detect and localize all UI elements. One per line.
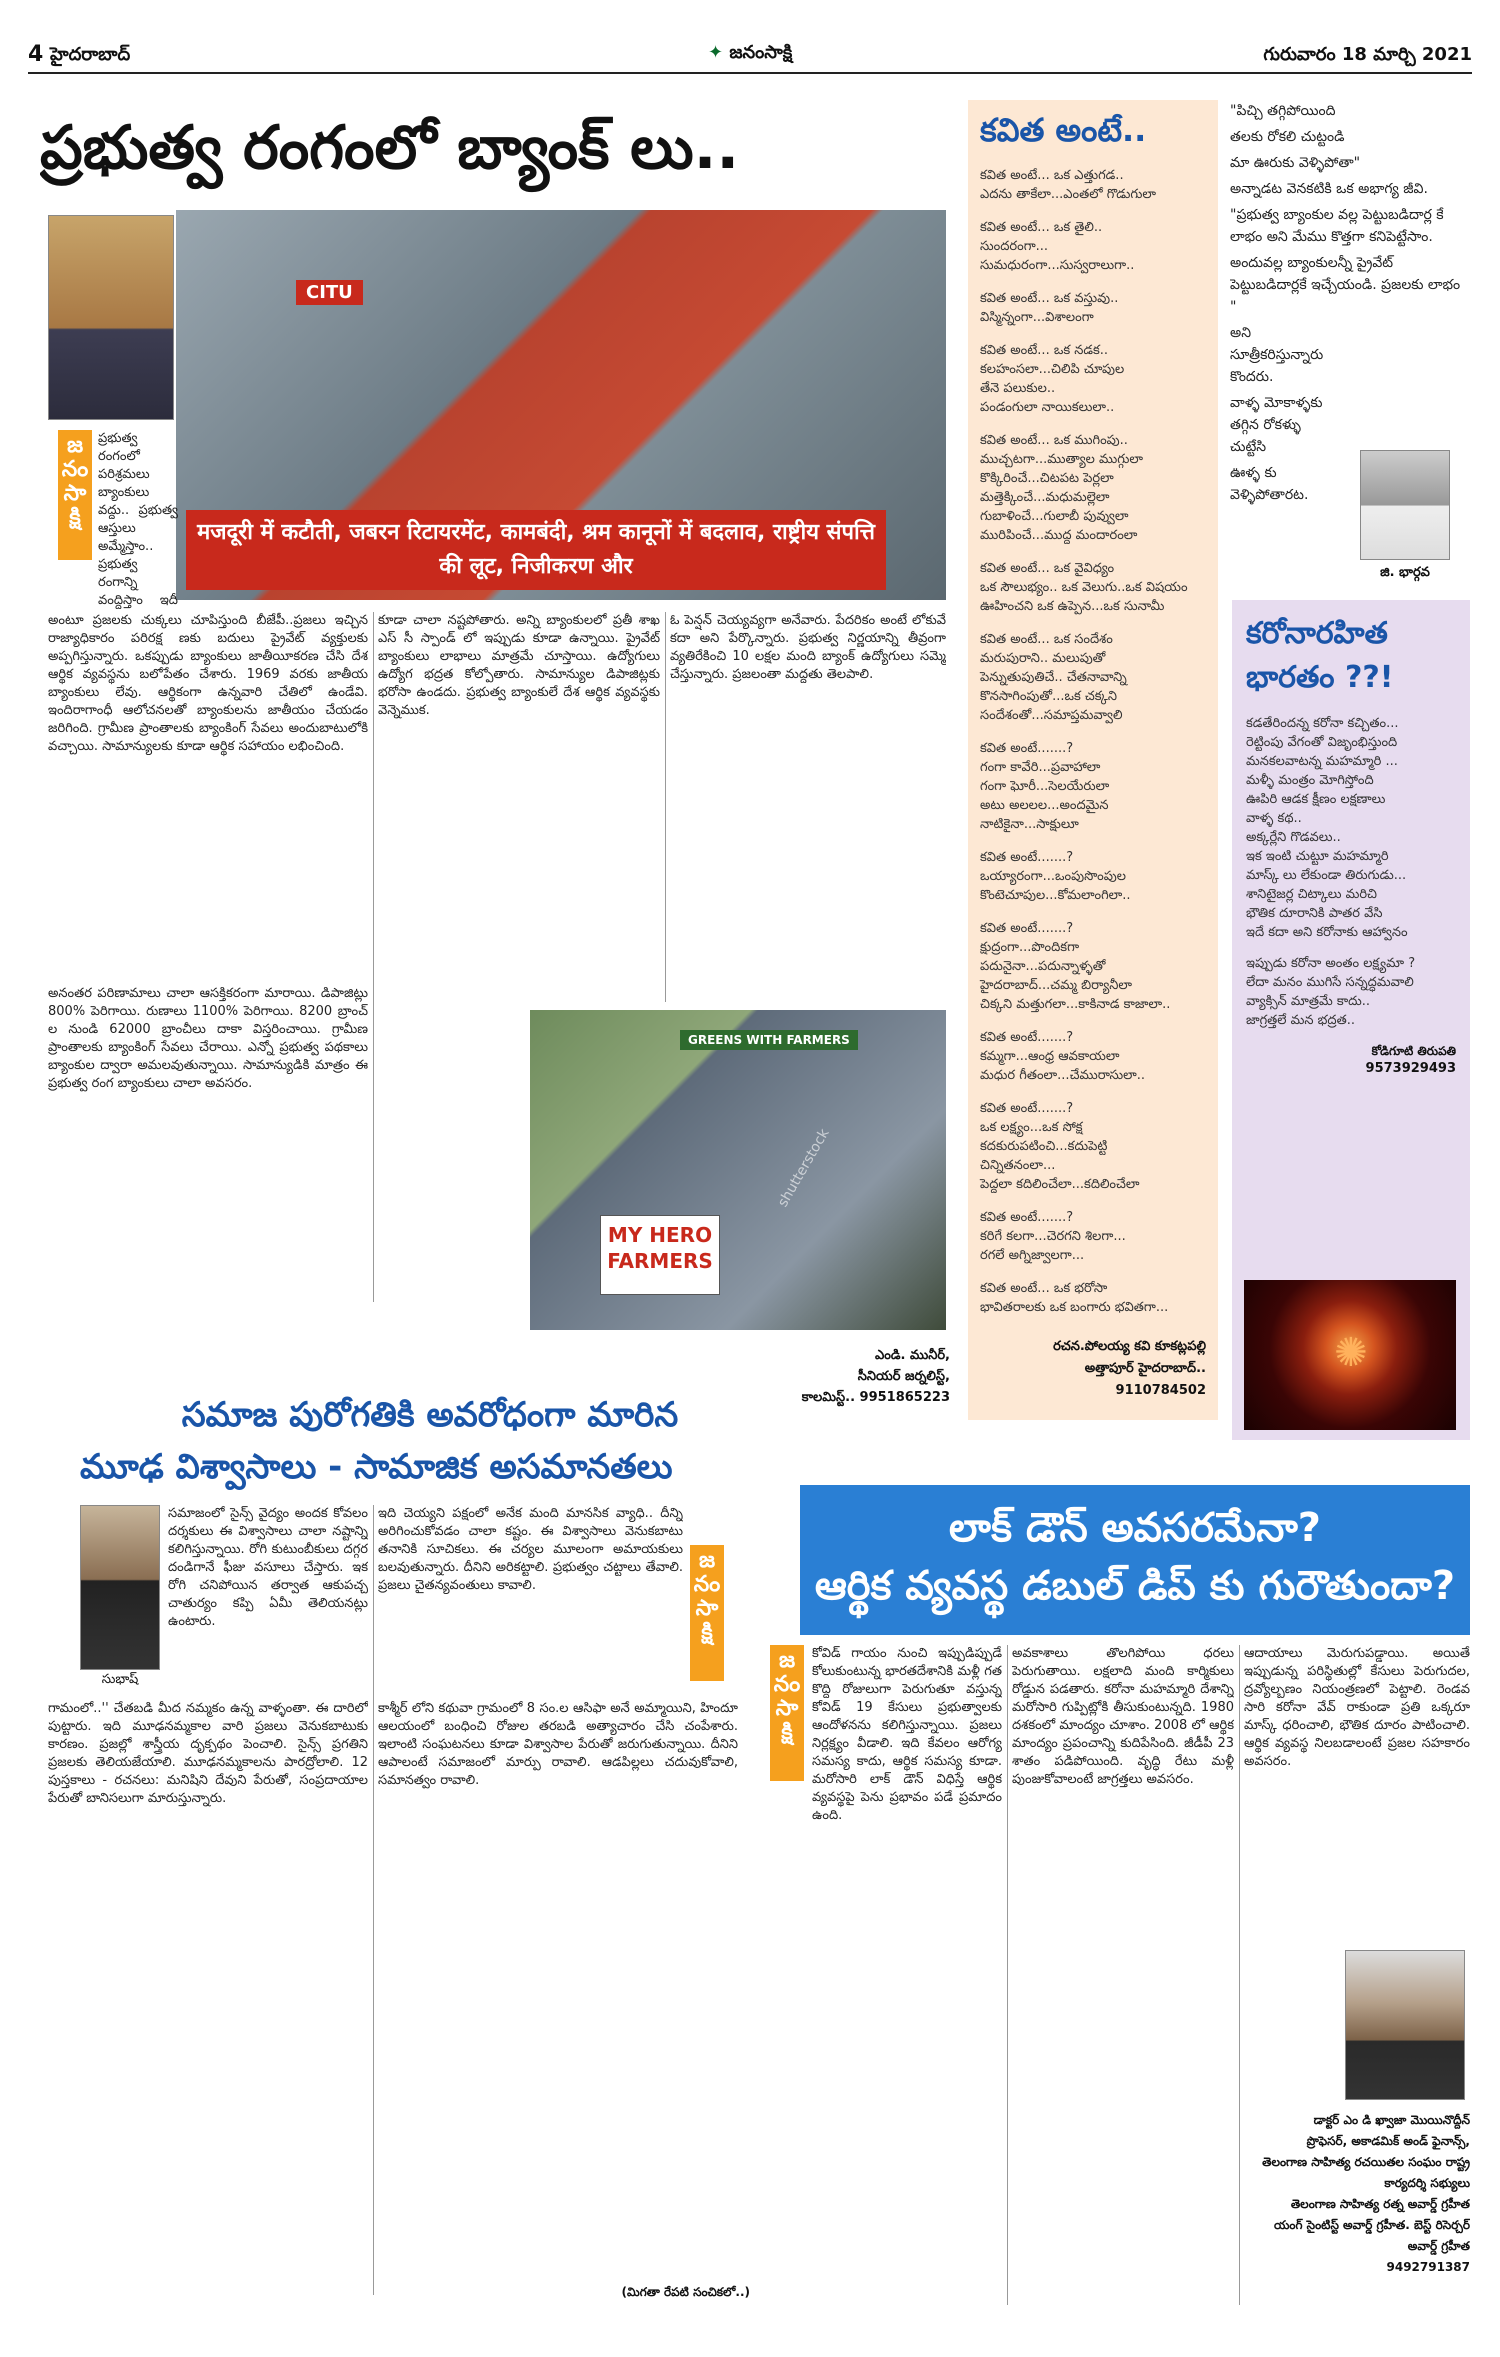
lead-column-1b: అంటూ ప్రజలకు చుక్కలు చూపిస్తుంది బీజేపీ..ప్రజలు ఇచ్చిన రాజ్యాధికారం పరిరక్ష ణకు బదులు ప్రైవేట్ వ్యక్తులకు అప్పగిస్తున్నారు. ఒకప్పుడు బ్యాంకులు జాతీయీకరణ చేసి దేశ ఆర్థిక వ్యవస్థను బలోపేతం చేశారు. 1969 వరకు జాతీయ బ్యాంకులు లేవు. ఆర్థికంగా ఉన్నవారి చేతిలో ఉండేవి. ఇందిరాగాంధీ ఆలోచనలతో బ్యాంకులను జాతీయం చేయడం జరిగింది. గ్రామీణ ప్రాంతాలకు బ్యాంకింగ్ సేవలు అందుబాటులోకి వచ్చాయి. సామాన్యులకు కూడా ఆర్థిక సహాయం లభించింది. (48, 613, 368, 754)
poem-line: కవిత అంటే... ఒక నడక.. (980, 343, 1109, 358)
sidebar-author-photo (1360, 450, 1450, 560)
virus-image (1244, 1280, 1456, 1430)
article2-stamp-text: జ నం సా క్షి (690, 1545, 724, 1681)
poem-signature: రచన.పోలయ్య కవి కూకట్లపల్లి అత్తాపూర్ హైదరాబాద్.. 9110784502 (1053, 1339, 1206, 1398)
masthead-rule (28, 72, 1472, 74)
article3-author-line: అవార్డ్ గ్రహీత (1407, 2239, 1470, 2253)
covid-poem-line: మళ్ళీ మంత్రం మోగిస్తోంది (1246, 773, 1374, 788)
poem-line: కదకురుపటించి...కదుపెట్టి (980, 1139, 1108, 1154)
article2-col2: కాశ్మీర్ లోని కథువా గ్రామంలో 8 సం.ల ఆసిఫా అనే అమ్మాయిని, హిందూ ఆలయంలో బంధించి రోజుల తరబడి అత్యాచారం చేసి చంపేశారు. ఇలాంటి సంఘటనలు కూడా విశ్వాసాల పేరుతో జరుగుతున్నాయి. దీనిని ఆపాలంటే సమాజంలో మార్పు రావాలి. ఆడపిల్లలు చదువుకోవాలి, సమానత్వం రావాలి. (378, 1701, 738, 1788)
poem-line: పెన్నుతుపుతిచే.. చేతనావాన్ని (980, 670, 1127, 685)
covid-poem-line: వాళ్ళ కథ.. (1246, 811, 1302, 826)
covid-question-line: లేదా మనం ముగిసే సన్నద్ధమవాలి (1246, 975, 1414, 990)
poem-line: కవిత అంటే... ఒక సందేశం (980, 632, 1113, 647)
poem-stanza (980, 341, 1206, 417)
poem-line: క్షుద్రంగా...పొందికగా (980, 940, 1080, 955)
poem-stanza (980, 1099, 1206, 1194)
poem-line: కవిత అంటే.......? (980, 921, 1074, 936)
article2-col2-top: ఇది చెయ్యని పక్షంలో అనేక మంది మానసిక వ్యాధి.. దీన్ని అరిగించుకోవడం చాలా కష్టం. ఈ విశ్వాసాలు వెనుకబాటు తనానికి సూచికలు. ఈ చర్యల మూలంగా అమాయకులు బలవుతున్నారు. దీనిని అరికట్టాలి. ప్రభుత్వం చట్టాలు తేవాలి. ప్రజలు చైతన్యవంతులు కావాలి. (378, 1506, 683, 1593)
lockdown-banner (800, 1485, 1470, 1635)
covid-question-line: జాగ్రత్తలే మన భద్రత.. (1246, 1013, 1355, 1028)
poem-line: కొక్కిరించే...చిటపట పెర్లలా (980, 471, 1114, 486)
poem-line: కవిత అంటే... ఒక వస్తువు.. (980, 291, 1119, 306)
poem-stanza (980, 1279, 1206, 1317)
lead-column-1: ప్రభుత్వ రంగంలో పరిశ్రమలు బ్యాంకులు వద్దు.. ప్రభుత్వ ఆస్తులు అమ్మేస్తాం.. ప్రభుత్వ రంగాన్ని వంద్దిస్తాం ఇదీ (98, 431, 178, 608)
paper-name: జనంసాక్షి (729, 42, 793, 63)
poem-line: కమ్మగా...ఆంధ్ర ఆవకాయలా (980, 1049, 1120, 1064)
poem-panel (968, 100, 1218, 1420)
poem-line: నాటికైనా...సాక్షులూ (980, 817, 1079, 832)
sidebar-story-line: అన్నాడట వెనకటికి ఒక అభాగ్య జీవి. (1230, 181, 1428, 197)
covid-poem-line: కడతేరిందన్న కరోనా కచ్చితం... (1246, 716, 1399, 731)
poem-line: మురిపించే...ముద్ద మందారంలా (980, 528, 1138, 543)
poem-line: గంగా ఘోరీ...సెలయేరులా (980, 779, 1110, 794)
sidebar-story-line: అందువల్ల బ్యాంకులన్నీ ప్రైవేట్ పెట్టుబడిదార్లకే ఇచ్చేయండి. ప్రజలకు లాభం " (1230, 255, 1461, 315)
poem-line: తేనె పలుకుల.. (980, 381, 1056, 396)
photo2-banner: GREENS WITH FARMERS (680, 1030, 858, 1050)
lockdown-headline-line2: ఆర్థిక వ్యవస్థ డబుల్ డిప్ కు గురౌతుందా? (814, 1563, 1456, 1609)
poem-line: కవిత అంటే.......? (980, 1030, 1074, 1045)
edition-label: హైదరాబాద్ (50, 44, 131, 65)
article3-author-line: కార్యదర్శి సభ్యులు (1384, 2176, 1470, 2190)
poem-line: సందేశంతో...సమాప్తమవ్వాలి (980, 708, 1123, 723)
poem-line: పెద్దలా కదిలించేలా...కదిలించేలా (980, 1177, 1140, 1192)
poem-line: కవిత అంటే... ఒక తైలి.. (980, 220, 1103, 235)
column-rule (1007, 1645, 1008, 2305)
article2-stamp (690, 1545, 724, 1681)
columnist-photo (48, 215, 174, 420)
article3-col2: అవకాశాలు తొలగిపోయి ధరలు పెరుగుతాయి. లక్షలాది మంది కార్మికులు రోడ్డున పడతారు. కరోనా మహమ్మారి దేశాన్ని మరోసారి గుప్పిట్లోకి తీసుకుంటున్నది. 1980 దశకంలో మాంద్యం చూశాం. 2008 లో ఆర్థిక మాంద్యం ప్రపంచాన్ని కుదిపేసింది. జీడీపీ 23 శాతం పడిపోయింది. వృద్ధి రేటు మళ్లీ పుంజుకోవాలంటే జాగ్రత్తలు అవసరం. (1012, 1646, 1234, 1787)
sidebar-story-line: ఊళ్ళ కు వెళ్ళిపోతారట. (1230, 465, 1309, 503)
poem-line: కొనసాగింపుతో...ఒక చక్కని (980, 689, 1117, 704)
covid-poem-line: భౌతిక దూరానికి పాతర వేసి (1246, 906, 1383, 921)
sidebar-story-line: "ప్రభుత్వ బ్యాంకుల వల్ల పెట్టుబడిదార్ల కే లాభం అని మేము కొత్తగా కనిపెట్టేసాం. (1230, 207, 1444, 245)
article2-author-photo (80, 1505, 160, 1670)
poem-line: చిక్కని మత్తుగలా...కాకినాడ కాజాలా.. (980, 997, 1171, 1012)
poem-line: కొంటెచూపుల...కోమలాంగిలా.. (980, 888, 1131, 903)
poem-line: కవిత అంటే... ఒక ఎత్తుగడ.. (980, 168, 1124, 183)
sidebar-story-line: తలకు రోకలి చుట్టండి (1230, 129, 1345, 145)
poem-line: ఊహించని ఒక ఉప్పెన...ఒక సునామీ (980, 599, 1165, 614)
poem-line: ఒయ్యారంగా...ఒంపుసొంపుల (980, 869, 1126, 884)
article3-stamp (770, 1645, 804, 1781)
sidebar-story-line: మా ఊరుకు వెళ్ళిపోతా" (1230, 155, 1361, 171)
column-rule (373, 612, 374, 1302)
poem-stanza (980, 166, 1206, 204)
covid-poem-line: అక్కర్లేని గొడవలు.. (1246, 830, 1341, 845)
covid-poem-line: రెట్టింపు వేగంతో విజృంభిస్తుంది (1246, 735, 1398, 750)
poem-line: కవిత అంటే.......? (980, 741, 1074, 756)
poem-stanza (980, 218, 1206, 275)
poem-line: చిన్నితనంలా... (980, 1158, 1056, 1173)
article3-author-photo (1345, 1950, 1465, 2100)
covid-author: కోడిగూటి తిరుపతి (1371, 1044, 1456, 1058)
lead-stamp (58, 430, 92, 560)
column-rule (373, 1505, 374, 2295)
poem-line: మధుర గీతంలా...చేమురాసులా.. (980, 1068, 1145, 1083)
article2-headline-line2: మూఢ విశ్వాసాలు - సామాజిక అసమానతలు (80, 1447, 673, 1487)
poem-line: కవిత అంటే... ఒక ముగింపు.. (980, 433, 1128, 448)
poem-line: భావితరాలకు ఒక బంగారు భవితగా... (980, 1300, 1169, 1315)
article2-col1: గామంలో..'' చేతబడి మీద నమ్మకం ఉన్న వాళ్ళంతా. ఈ దారిలో పుట్టారు. ఇది మూఢనమ్మకాల వారి ప్రజలు వెనుకబాటుకు కారణం. ప్రజల్లో శాస్త్రీయ దృక్పథం పెంచాలి. సైన్స్ ప్రగతిని ప్రజలకు తెలియజేయాలి. మూఢనమ్మకాలను పారద్రోలాలి. 12 పుస్తకాలు - రచనలు: మనిషిని దేవుని పేరుతో, సంప్రదాయాల పేరుతో బానిసలుగా మారుస్తున్నారు. (48, 1701, 368, 1806)
sidebar-story-line: వాళ్ళ మోకాళ్ళకు తగ్గిన రోకళ్ళు చుట్టేసి (1230, 395, 1323, 455)
lead-column-3: ఓ పెన్షన్ చెయ్యవ్యగా అనేవారు. పేదరికం అంటే లోకువే కదా అని పేర్కొన్నారు. ప్రభుత్వ నిర్ణయాన్ని తీవ్రంగా వ్యతిరేకించి 10 లక్షల మంది బ్యాంక్ ఉద్యోగులు సమ్మె చేస్తున్నారు. ప్రజలంతా మద్దతు తెలపాలి. (670, 613, 946, 682)
article3-author-line: తెలంగాణ సాహిత్య రత్న అవార్డ్ గ్రహీత (1290, 2197, 1470, 2211)
covid-title: కరోనారహిత భారతం ??! (1246, 616, 1394, 695)
article3-col3: ఆదాయాలు మెరుగుపడ్డాయి. అయితే ఇప్పుడున్న పరిస్థితుల్లో కేసులు పెరుగుదల, ద్రవ్యోల్బణం నియంత్రణలో పెట్టాలి. రెండవ సారి కరోనా వేవ్ రాకుండా ప్రతి ఒక్కరూ మాస్క్ ధరించాలి, భౌతిక దూరం పాటించాలి. ఆర్థిక వ్యవస్థ నిలబడాలంటే ప్రజల సహకారం అవసరం. (1244, 1646, 1470, 1769)
stamp-text: జ నం సా క్షి (58, 430, 92, 560)
poem-line: గంగా కావేరి...ప్రవాహాలా (980, 760, 1101, 775)
poem-line: పదునైనా...పదున్నాళ్ళతో (980, 959, 1106, 974)
poem-title: కవిత అంటే.. (980, 111, 1147, 149)
column-rule (665, 612, 666, 1002)
photo-sign-citu: CITU (296, 280, 363, 305)
poem-line: మరుపురాని.. మలుపుతో (980, 651, 1106, 666)
column-rule (1239, 1645, 1240, 2305)
article3-author-line: యంగ్ సైంటిస్ట్ అవార్డ్ గ్రహీత. బెస్ట్ రిసెర్చర్ (1273, 2218, 1470, 2232)
covid-questions (1246, 954, 1456, 1030)
logo-icon: ✦ (708, 42, 724, 63)
poem-line: కవిత అంటే.......? (980, 850, 1074, 865)
article3-col1: కోవిడ్ గాయం నుంచి ఇప్పుడిప్పుడే కోలుకుంటున్న భారతదేశానికి మళ్లీ గత కొద్ది రోజులుగా పెరుగుతూ వస్తున్న కోవిడ్ 19 కేసులు ప్రభుత్వాలకు ఆందోళనను కలిగిస్తున్నాయి. ప్రజలు నిర్లక్ష్యం వీడాలి. ఇది కేవలం ఆరోగ్య సమస్య కాదు, ఆర్థిక సమస్య కూడా. మరోసారి లాక్ డౌన్ విధిస్తే ఆర్థిక వ్యవస్థపై పెను ప్రభావం పడే ప్రమాదం ఉంది. (812, 1646, 1002, 1823)
poem-stanza (980, 1028, 1206, 1085)
poem-line: ఒక సౌలుభ్యం.. ఒక వెలుగు..ఒక విషయం (980, 580, 1188, 595)
covid-question-line: ఇప్పుడు కరోనా అంతం లక్ష్యమా ? (1246, 956, 1416, 971)
covid-poem-line: ఇక ఇంటి చుట్టూ మహమ్మారి (1246, 849, 1389, 864)
sidebar-story-line: అని సూత్రీకరిస్తున్నారు కొందరు. (1230, 325, 1324, 385)
covid-question-line: వ్యాక్సిన్ మాత్రమే కాదు.. (1246, 994, 1371, 1009)
poem-stanza (980, 431, 1206, 545)
lead-column-2: కూడా చాలా నష్టపోతారు. అన్ని బ్యాంకులలో ప్రతీ శాఖ ఎస్ సీ స్పాండ్ లో ఇప్పుడు కూడా ఉన్నాయి. ప్రైవేట్ బ్యాంకులు లాభాలు మాత్రమే చూస్తాయి. ఉద్యోగులు ఉద్యోగ భద్రత కోల్పోతారు. సామాన్యుల డిపాజిట్లకు భరోసా ఉండదు. ప్రభుత్వ బ్యాంకులే దేశ ఆర్థిక వ్యవస్థకు వెన్నెముక. (378, 613, 660, 718)
masthead (28, 42, 1472, 70)
article2-headline (80, 1390, 780, 1500)
covid-poem-line: శానిటైజర్ల చిట్కాలు మరిచి (1246, 887, 1377, 902)
lead-headline: ప్రభుత్వ రంగంలో బ్యాంక్ లు.. (40, 113, 740, 183)
article2-author-name: సుభాష్ (101, 1672, 139, 1687)
poem-line: మత్తెక్కించే...మధుమల్లెలా (980, 490, 1110, 505)
covid-poem-line: మనకలవాటన్న మహమ్మారి ... (1246, 754, 1398, 769)
poem-stanza (980, 919, 1206, 1014)
poem-stanza (980, 289, 1206, 327)
sidebar-story-line: "పిచ్చి తగ్గిపోయింది (1230, 103, 1336, 119)
poem-line: విస్మిన్నంగా...విశాలంగా (980, 310, 1094, 325)
poem-stanza (980, 848, 1206, 905)
photo-banner: मजदूरी में कटौती, जबरन रिटायरमेंट, कामबंदी, श्रम कानूनों में बदलाव, राष्ट्रीय संपत्ति की लूट, निजीकरण और (186, 510, 886, 590)
covid-poem-line: మాస్క్ లు లేకుండా తిరుగుడు... (1246, 868, 1407, 883)
article2-col1-top: సమాజంలో సైన్స్ వైద్యం అందక కోవలం దర్శకులు ఈ విశ్వాసాలు చాలా నష్టాన్ని కలిగిస్తున్నాయి. రోగి కుటుంబీకులు దగ్గర దండిగానే ఫీజు వసూలు చేస్తారు. ఇక రోగి చనిపోయిన తర్వాత ఆకుపచ్చ చాతుర్యం కప్పి ఏమీ తెలియనట్లు ఉంటారు. (168, 1506, 368, 1629)
poem-line: ముచ్చటగా...ముత్యాల ముగ్గులా (980, 452, 1143, 467)
lead-byline: ఎండి. మునీర్, సీనియర్ జర్నలిస్ట్, కాలమిస్ట్.. 9951865223 (801, 1348, 950, 1405)
covid-poem-line: ఊపిరి ఆడక క్షీణం లక్షణాలు (1246, 792, 1386, 807)
covid-poem-line: ఇదే కదా అని కరోనాకు ఆహ్వానం (1246, 925, 1408, 940)
poem-line: అటు అలలల...అందమైన (980, 798, 1109, 813)
lead-lower-text: అనంతర పరిణామాలు చాలా ఆసక్తికరంగా మారాయి. డిపాజిట్లు 800% పెరిగాయి. రుణాలు 1100% పెరిగాయి. 8200 బ్రాంచ్ ల నుండి 62000 బ్రాంచీలు దాకా విస్తరించాయి. గ్రామీణ ప్రాంతాలకు బ్యాంకింగ్ సేవలు చేరాయి. ఎన్నో ప్రభుత్వ పథకాలు బ్యాంకుల ద్వారా అమలవుతున్నాయి. సామాన్యుడికి మాత్రం ఈ ప్రభుత్వ రంగ బ్యాంకులు చాలా అవసరం. (48, 986, 368, 1091)
page-number: 4 (28, 42, 44, 67)
lockdown-headline-line1: లాక్ డౌన్ అవసరమేనా? (948, 1505, 1321, 1551)
covid-panel (1232, 600, 1470, 1440)
poem-line: కవిత అంటే... ఒక భరోసా (980, 1281, 1108, 1296)
poem-line: కరిగే కలగా...చెరగని శిలగా... (980, 1229, 1126, 1244)
covid-phone: 9573929493 (1365, 1061, 1456, 1076)
poem-stanza (980, 739, 1206, 834)
virus-icon: ✺ (1334, 1330, 1368, 1376)
article3-author (1244, 2110, 1470, 2278)
poem-stanza (980, 1208, 1206, 1265)
protest-photo-main (176, 210, 946, 600)
article3-stamp-text: జ నం సా క్షి (770, 1645, 804, 1781)
poem-line: ఒక లక్ష్యం...ఒక సోక్ష (980, 1120, 1083, 1135)
photo-watermark: shutterstock (774, 1126, 833, 1210)
article2-headline-line1: సమాజ పురోగతికి అవరోధంగా మారిన (181, 1395, 679, 1435)
paper-logo (708, 42, 792, 67)
poem-line: సుమధురంగా...సుస్వరాలుగా.. (980, 258, 1135, 273)
article3-author-line: ప్రొఫెసర్, అకాడమిక్ అండ్ ఫైనాన్స్, (1306, 2134, 1470, 2148)
poem-line: హైదరాబాద్...చమ్మ బిర్యానీలా (980, 978, 1133, 993)
covid-poem (1246, 714, 1456, 942)
poem-stanza (980, 630, 1206, 725)
farmers-protest-photo (530, 1010, 946, 1330)
poem-stanza (980, 559, 1206, 616)
issue-date: గురువారం 18 మార్చి 2021 (1263, 44, 1472, 65)
poem-line: కవిత అంటే... ఒక వైవిధ్యం (980, 561, 1115, 576)
article2-end-note: (మిగతా రేపటి సంచికలో..) (621, 2285, 750, 2299)
article3-author-line: తెలంగాణ సాహిత్య రచయితల సంఘం రాష్ట్ర (1262, 2155, 1470, 2169)
photo2-placard: MY HERO FARMERS (600, 1215, 720, 1295)
article3-author-line: 9492791387 (1386, 2260, 1470, 2274)
poem-line: కవిత అంటే.......? (980, 1101, 1074, 1116)
poem-line: గుబాళించే...గులాబీ పువ్వులా (980, 509, 1129, 524)
poem-line: సుందరంగా... (980, 239, 1049, 254)
article3-author-line: డాక్టర్ ఎం డి ఖ్వాజా మొయినొద్దీన్ (1313, 2113, 1470, 2127)
poem-line: రగలే అగ్నిజ్వాలగా... (980, 1248, 1085, 1263)
poem-line: ఎదను తాకేలా...ఎంతలో గొడుగులా (980, 187, 1157, 202)
sidebar-author: జి. భార్గవ (1380, 565, 1430, 580)
poem-body (980, 166, 1206, 1317)
poem-line: పండంగులా నాయికలులా.. (980, 400, 1115, 415)
poem-line: కలహంసలా...చిలిపి చూపుల (980, 362, 1125, 377)
poem-line: కవిత అంటే.......? (980, 1210, 1074, 1225)
